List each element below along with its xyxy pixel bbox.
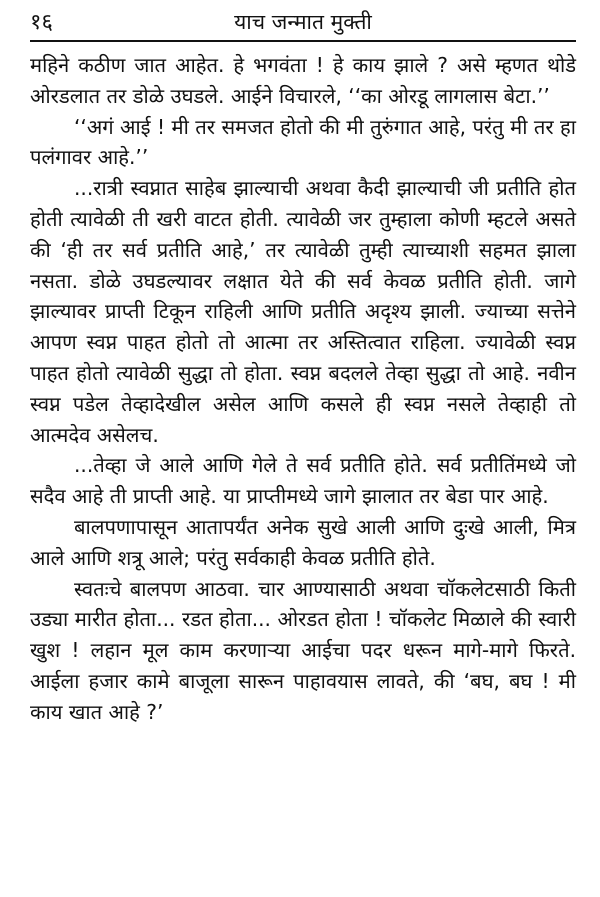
- paragraph-1: महिने कठीण जात आहेत. हे भगवंता ! हे काय झाले ? असे म्हणत थोडे ओरडलात तर डोळे उघडले. आईने विचारले, ‘‘का ओरडू लागलास बेटा.’’: [30, 53, 576, 108]
- running-title: याच जन्मात मुक्ती: [234, 10, 372, 34]
- page-body: [30, 42, 576, 728]
- paragraph-5: बालपणापासून आतापर्यंत अनेक सुखे आली आणि दुःखे आली, मित्र आले आणि शत्रू आले; परंतु सर्वकाही केवळ प्रतीति होते.: [30, 514, 576, 570]
- paragraph-6: स्वतःचे बालपण आठवा. चार आण्यासाठी अथवा चॉकलेटसाठी किती उड्या मारीत होता... रडत होता... ओरडत होता ! चॉकलेट मिळाले की स्वारी खुश ! लहान मूल काम करणाऱ्या आईचा पदर धरून मागे-मागे फिरते. आईला हजार कामे बाजूला सारून पाहावयास लावते, की ‘बघ, बघ ! मी काय खात आहे ?’: [30, 576, 576, 724]
- paragraph-3: ...रात्री स्वप्नात साहेब झाल्याची अथवा कैदी झाल्याची जी प्रतीति होत होती त्यावेळी ती खरी वाटत होती. त्यावेळी जर तुम्हाला कोणी म्हटले असते की ‘ही तर सर्व प्रतीति आहे,’ तर त्यावेळी तुम्ही त्याच्याशी सहमत झाला नसता. डोळे उघडल्यावर लक्षात येते की सर्व केवळ प्रतीति होती. जागे झाल्यावर प्राप्ती टिकून राहिली आणि प्रतीति अदृश्य झाली. ज्याच्या सत्तेने आपण स्वप्न पाहत होतो तो आत्मा तर अस्तित्वात राहिला. ज्यावेळी स्वप्न पाहत होतो त्यावेळी सुद्धा तो होता. स्वप्न बदलले तेव्हा सुद्धा तो आहे. नवीन स्वप्न पडेल तेव्हादेखील असेल आणि कसले ही स्वप्न नसले तेव्हाही तो आत्मदेव असेलच.: [30, 176, 576, 447]
- page-number: १६: [30, 10, 53, 35]
- paragraph-4: ...तेव्हा जे आले आणि गेले ते सर्व प्रतीति होते. सर्व प्रतीतिंमध्ये जो सदैव आहे ती प्राप्ती आहे. या प्राप्तीमध्ये जागे झालात तर बेडा पार आहे.: [30, 453, 576, 509]
- paragraph-2: ‘‘अगं आई ! मी तर समजत होतो की मी तुरुंगात आहे, परंतु मी तर हा पलंगावर आहे.’’: [30, 114, 576, 170]
- page-header: [30, 0, 576, 42]
